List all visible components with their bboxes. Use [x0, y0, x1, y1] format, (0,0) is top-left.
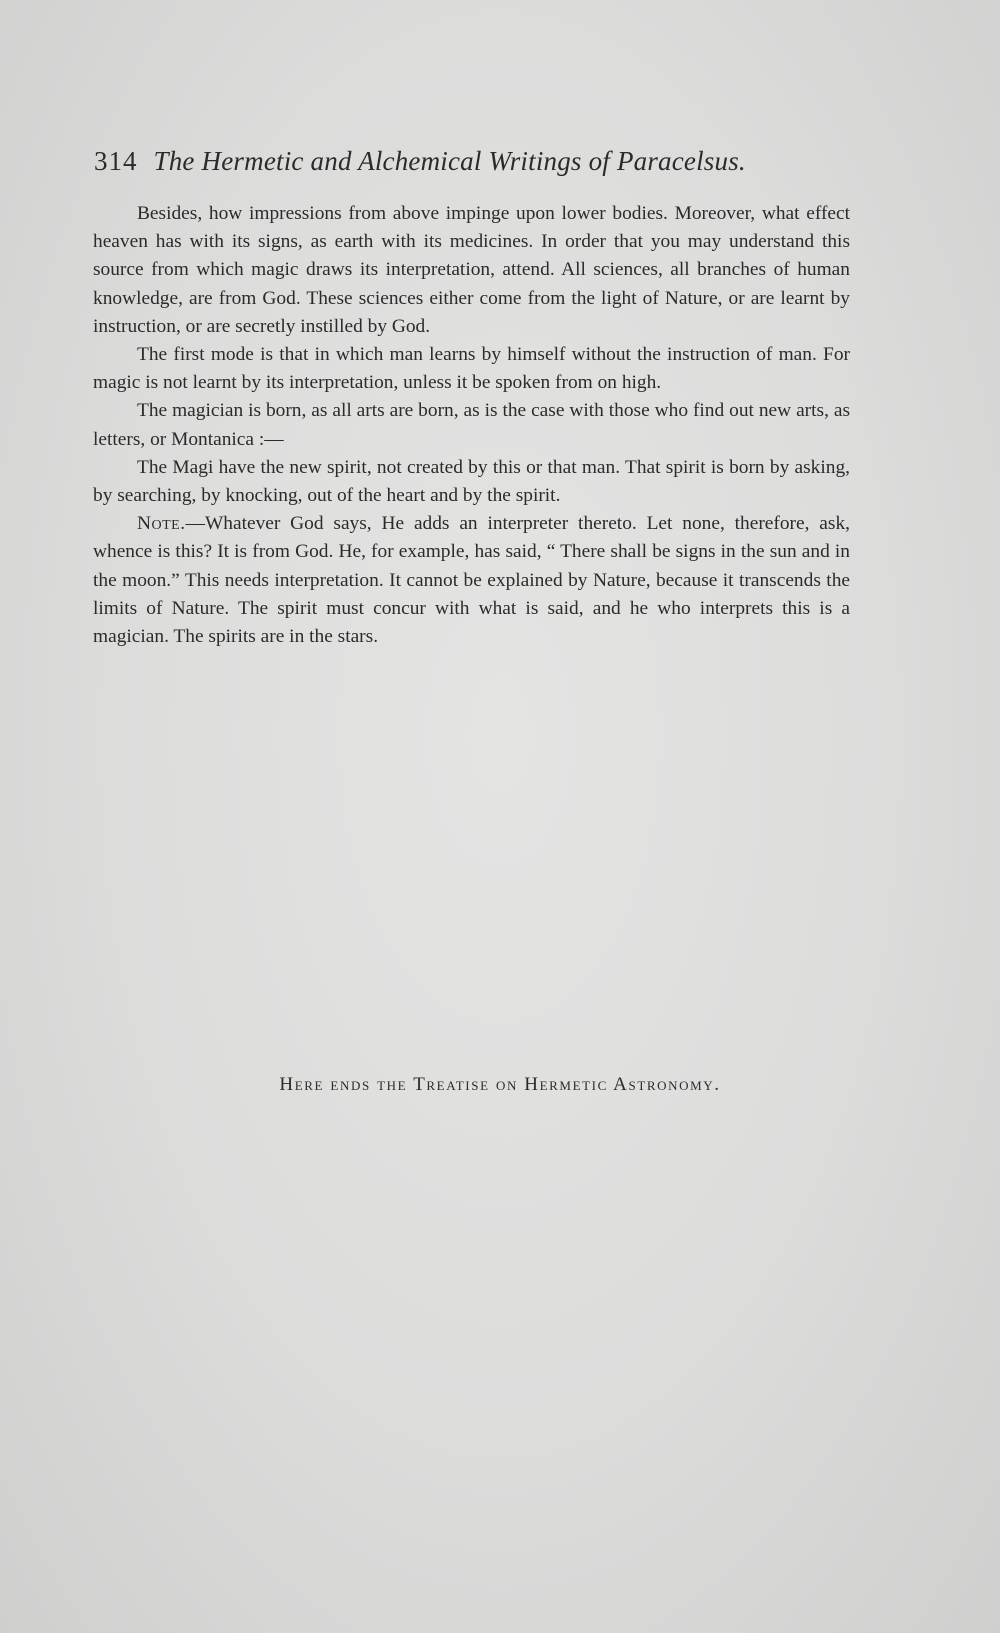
page-number: 314 [94, 146, 138, 176]
colophon: Here ends the Treatise on Hermetic Astronomy. [279, 1074, 721, 1095]
running-head [94, 146, 854, 186]
note-text: —Whatever God says, He adds an interpreter thereto. Let none, therefore, ask, whence is this? It is from God. He, for example, has said, “ There shall be signs in the sun and in the moon.” This needs interpretation. It cannot be explained by Nature, because it transcends the limits of Nature. The spirit must concur with what is said, and he who interprets this is a magician. The spirits are in the stars. [93, 513, 850, 648]
body-text [93, 200, 850, 651]
running-title: The Hermetic and Alchemical Writings of Paracelsus. [153, 146, 746, 176]
paragraph: The first mode is that in which man learns by himself without the instruction of man. For magic is not learnt by its interpretation, unless it be spoken from on high. [93, 344, 850, 394]
paragraph: The Magi have the new spirit, not created by this or that man. That spirit is born by asking, by searching, by knocking, out of the heart and by the spirit. [93, 456, 850, 507]
paragraph: Besides, how impressions from above impinge upon lower bodies. Moreover, what effect heaven has with its signs, as earth with its medicines. In order that you may understand this source from which magic draws its interpretation, attend. All sciences, all branches of human knowledge, are from God. These sciences either come from the light of Nature, or are learnt by instruction, or are secretly instilled by God. [93, 203, 850, 337]
note-label: Note. [137, 513, 186, 535]
paragraph: The magician is born, as all arts are born, as is the case with those who find out new arts, as letters, or Montanica :— [93, 400, 850, 450]
note-paragraph [93, 510, 850, 651]
